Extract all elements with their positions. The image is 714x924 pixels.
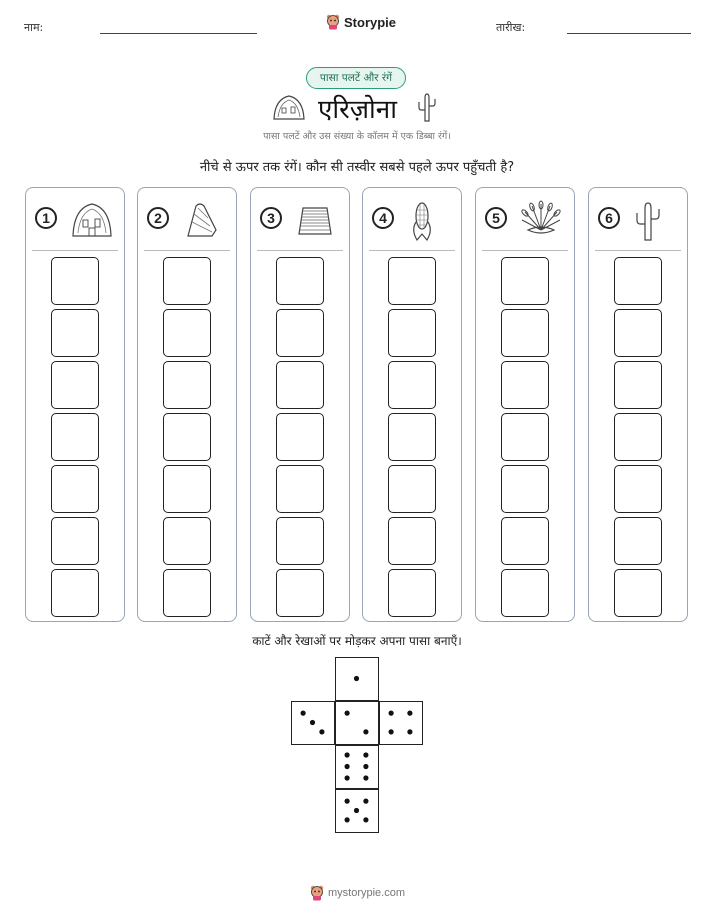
dice-face-1 (335, 657, 379, 701)
coloring-box[interactable] (163, 465, 211, 513)
cliff-dwelling-icon (272, 93, 306, 121)
column-number: 2 (147, 207, 169, 229)
column-divider (595, 250, 681, 251)
dice-pip (345, 711, 350, 716)
dice-pip (345, 799, 350, 804)
dice-face-5 (335, 789, 379, 833)
dice-pip (407, 729, 412, 734)
coloring-box[interactable] (276, 413, 324, 461)
coloring-box[interactable] (501, 517, 549, 565)
dice-pip (363, 817, 368, 822)
coloring-box[interactable] (388, 257, 436, 305)
coloring-box[interactable] (388, 309, 436, 357)
coloring-box[interactable] (51, 309, 99, 357)
activity-tag: पासा पलटें और रंगें (306, 67, 406, 89)
dice-pips (380, 702, 421, 743)
coloring-box[interactable] (501, 413, 549, 461)
coloring-box[interactable] (163, 309, 211, 357)
dice-pip (345, 764, 350, 769)
dice-pip (345, 817, 350, 822)
coloring-box[interactable] (51, 517, 99, 565)
bear-logo-icon (310, 885, 324, 901)
dice-pip (363, 764, 368, 769)
name-label: नाम: (24, 21, 44, 34)
dice-pip (363, 729, 368, 734)
dice-pip (389, 711, 394, 716)
dice-face-2 (335, 701, 379, 745)
coloring-box[interactable] (163, 257, 211, 305)
column-divider (257, 250, 343, 251)
dice-pip (407, 711, 412, 716)
coloring-box[interactable] (501, 569, 549, 617)
coloring-box[interactable] (276, 517, 324, 565)
cactus-icon (633, 200, 663, 246)
coloring-box[interactable] (276, 569, 324, 617)
dice-pip (301, 711, 306, 716)
coloring-box[interactable] (163, 361, 211, 409)
footer-url: mystorypie.com (328, 887, 406, 899)
dice-pip (363, 752, 368, 757)
coloring-box[interactable] (163, 569, 211, 617)
coloring-box[interactable] (614, 569, 662, 617)
column-divider (369, 250, 455, 251)
coloring-box[interactable] (501, 309, 549, 357)
column-5 (475, 187, 575, 622)
cliff-dwelling-icon (70, 200, 114, 242)
dice-pip (310, 720, 315, 725)
coloring-box[interactable] (501, 257, 549, 305)
cut-instruction: काटें और रेखाओं पर मोड़कर अपना पासा बनाएँ। (252, 634, 462, 648)
coloring-box[interactable] (501, 361, 549, 409)
column-header (476, 188, 574, 252)
name-line (100, 33, 257, 34)
date-label: तारीख: (496, 21, 526, 34)
dice-pip (345, 752, 350, 757)
dice-pip (363, 775, 368, 780)
column-header (138, 188, 236, 252)
column-number: 5 (485, 207, 507, 229)
dice-pip (354, 676, 359, 681)
coloring-box[interactable] (51, 361, 99, 409)
dice-pip (363, 799, 368, 804)
brand-logo (326, 14, 396, 30)
column-4 (362, 187, 462, 622)
page-title: एरिज़ोना (318, 95, 397, 125)
coloring-box[interactable] (163, 413, 211, 461)
dice-pip (345, 775, 350, 780)
dice-pip (319, 729, 324, 734)
column-number: 3 (260, 207, 282, 229)
column-header (589, 188, 687, 252)
column-6 (588, 187, 688, 622)
column-divider (482, 250, 568, 251)
column-divider (144, 250, 230, 251)
coloring-box[interactable] (388, 413, 436, 461)
coloring-box[interactable] (163, 517, 211, 565)
coloring-box[interactable] (614, 413, 662, 461)
column-number: 6 (598, 207, 620, 229)
headdress-icon (520, 200, 562, 242)
coloring-box[interactable] (276, 465, 324, 513)
coloring-box[interactable] (501, 465, 549, 513)
instruction: नीचे से ऊपर तक रंगें। कौन सी तस्वीर सबसे पहले ऊपर पहुँचती है? (199, 160, 515, 175)
dice-pips (336, 702, 377, 743)
corn-icon (407, 200, 437, 246)
coloring-box[interactable] (388, 465, 436, 513)
column-header (251, 188, 349, 252)
dice-pips (336, 658, 377, 699)
dice-face-4 (379, 701, 423, 745)
column-header (26, 188, 124, 252)
coloring-box[interactable] (614, 465, 662, 513)
dice-pip (354, 808, 359, 813)
mesa-icon (295, 200, 335, 244)
bear-logo-icon (326, 14, 340, 30)
footer (310, 885, 405, 901)
dice-pips (336, 790, 377, 831)
coloring-box[interactable] (51, 413, 99, 461)
coloring-box[interactable] (51, 465, 99, 513)
coloring-box[interactable] (614, 517, 662, 565)
coloring-box[interactable] (388, 361, 436, 409)
coloring-box[interactable] (614, 257, 662, 305)
dice-pips (292, 702, 333, 743)
column-number: 4 (372, 207, 394, 229)
dice-face-3 (291, 701, 335, 745)
column-3 (250, 187, 350, 622)
subtitle: पासा पलटें और उस संख्या के कॉलम में एक डिब्बा रंगें। (263, 131, 451, 142)
coloring-box[interactable] (276, 361, 324, 409)
coloring-box[interactable] (276, 309, 324, 357)
column-number: 1 (35, 207, 57, 229)
dice-pip (389, 729, 394, 734)
column-header (363, 188, 461, 252)
coloring-box[interactable] (388, 569, 436, 617)
cactus-icon (416, 92, 438, 122)
coloring-box[interactable] (388, 517, 436, 565)
dice-face-6 (335, 745, 379, 789)
dice-pips (336, 746, 377, 787)
coloring-box[interactable] (614, 361, 662, 409)
coloring-box[interactable] (51, 257, 99, 305)
column-divider (32, 250, 118, 251)
coloring-box[interactable] (614, 309, 662, 357)
coloring-box[interactable] (51, 569, 99, 617)
column-1 (25, 187, 125, 622)
column-2 (137, 187, 237, 622)
brand-name: Storypie (344, 14, 397, 30)
date-line (567, 33, 691, 34)
coloring-box[interactable] (276, 257, 324, 305)
canyon-rock-icon (182, 200, 222, 244)
